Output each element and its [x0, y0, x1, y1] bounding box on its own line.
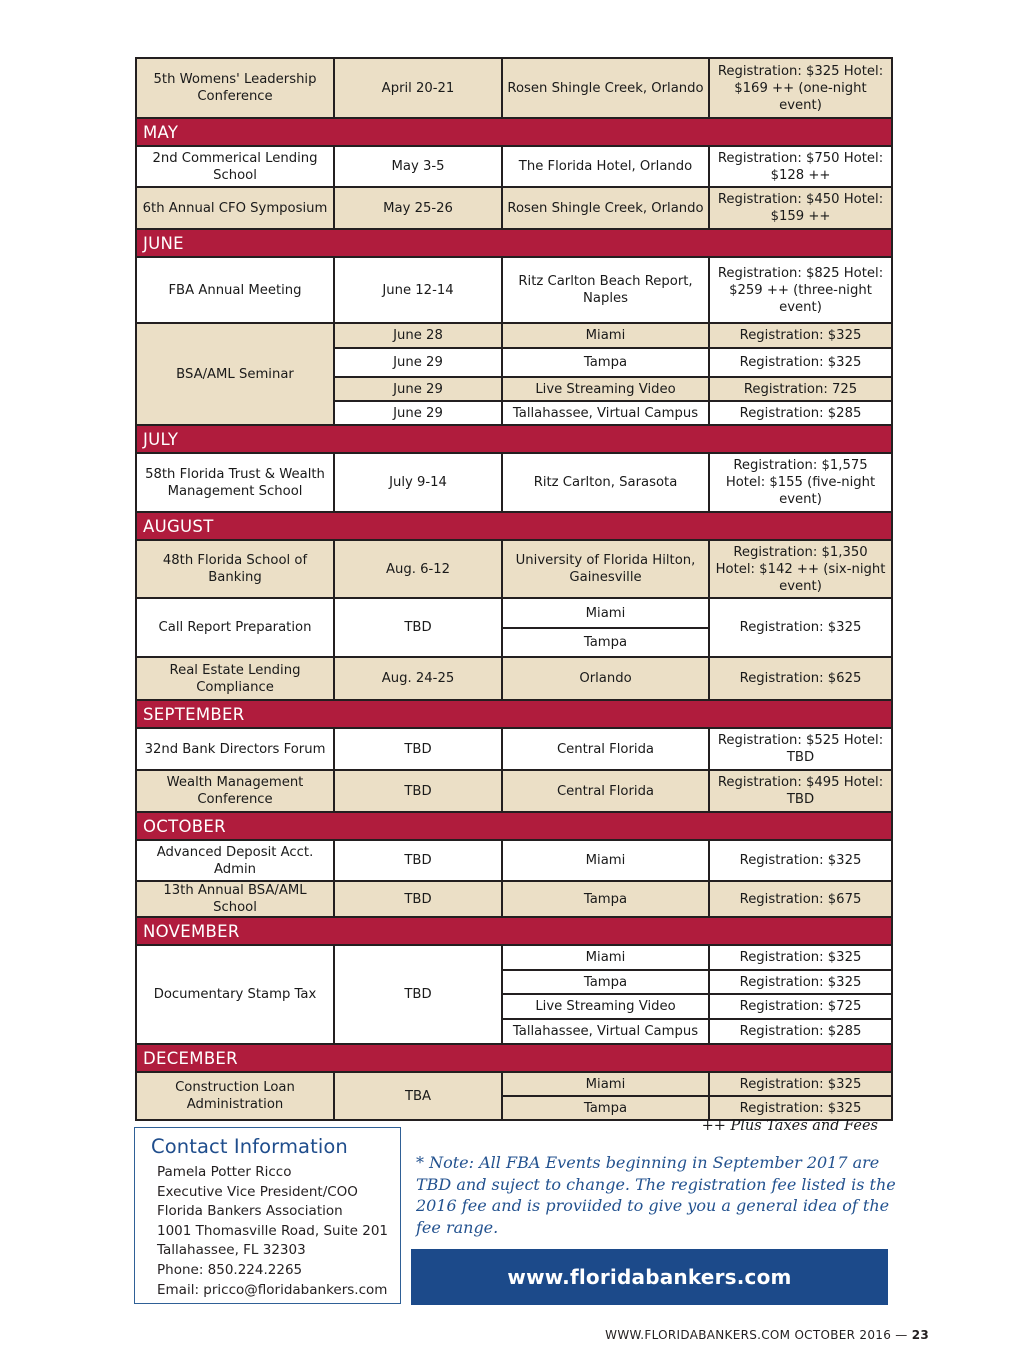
event-fees: Registration: $495 Hotel: TBD — [709, 770, 892, 812]
table-row — [136, 146, 892, 187]
table-row — [136, 770, 892, 812]
event-fees: Registration: $675 — [709, 881, 892, 917]
event-name: 32nd Bank Directors Forum — [136, 728, 334, 770]
event-location: Orlando — [502, 657, 709, 700]
event-dates: July 9-14 — [334, 453, 502, 512]
event-location: Live Streaming Video — [502, 377, 709, 401]
event-fees: Registration: $625 — [709, 657, 892, 700]
event-name: Call Report Preparation — [136, 598, 334, 657]
event-location: Ritz Carlton Beach Report, Naples — [502, 257, 709, 323]
event-fees: Registration: $325 — [709, 970, 892, 994]
event-location: Tallahassee, Virtual Campus — [502, 401, 709, 425]
contact-address: 1001 Thomasville Road, Suite 201 — [157, 1222, 388, 1239]
table-row — [136, 187, 892, 229]
event-location: Live Streaming Video — [502, 994, 709, 1019]
event-location: Ritz Carlton, Sarasota — [502, 453, 709, 512]
event-dates: Aug. 24-25 — [334, 657, 502, 700]
contact-organization: Florida Bankers Association — [157, 1203, 343, 1220]
event-name: Documentary Stamp Tax — [136, 945, 334, 1044]
event-fees: Registration: $450 Hotel: $159 ++ — [709, 187, 892, 229]
event-dates: TBD — [334, 598, 502, 657]
contact-name: Pamela Potter Ricco — [157, 1164, 292, 1180]
event-name: Real Estate Lending Compliance — [136, 657, 334, 700]
event-dates: Aug. 6-12 — [334, 540, 502, 598]
event-fees: Registration: 725 — [709, 377, 892, 401]
event-location: Miami — [502, 598, 709, 628]
event-fees: Registration: $1,575 Hotel: $155 (five-night event) — [709, 453, 892, 512]
event-fees: Registration: $325 — [709, 1096, 892, 1120]
contact-phone: Phone: 850.224.2265 — [157, 1261, 303, 1278]
event-name: Construction Loan Administration — [136, 1072, 334, 1120]
contact-title: Contact Information — [151, 1135, 348, 1158]
event-dates: June 28 — [334, 323, 502, 348]
event-dates: June 12-14 — [334, 257, 502, 323]
event-location: Central Florida — [502, 728, 709, 770]
event-dates: TBD — [334, 728, 502, 770]
page-footer — [605, 1328, 929, 1342]
event-fees: Registration: $1,350 Hotel: $142 ++ (six-night event) — [709, 540, 892, 598]
event-fees: Registration: $325 — [709, 323, 892, 348]
event-dates: June 29 — [334, 348, 502, 377]
taxes-fees-note: ++ Plus Taxes and Fees — [701, 1118, 878, 1134]
event-location: Tampa — [502, 881, 709, 917]
events-schedule-table — [135, 57, 893, 1121]
event-fees: Registration: $285 — [709, 1019, 892, 1044]
event-name: BSA/AML Seminar — [136, 323, 334, 425]
event-fees: Registration: $325 — [709, 945, 892, 970]
month-header: DECEMBER — [136, 1044, 892, 1072]
event-location: Miami — [502, 945, 709, 970]
month-header: SEPTEMBER — [136, 700, 892, 728]
event-location: Rosen Shingle Creek, Orlando — [502, 58, 709, 118]
event-name: Advanced Deposit Acct. Admin — [136, 840, 334, 881]
table-row — [136, 1072, 892, 1096]
event-fees: Registration: $325 — [709, 348, 892, 377]
table-row — [136, 540, 892, 598]
event-location: Rosen Shingle Creek, Orlando — [502, 187, 709, 229]
month-header: NOVEMBER — [136, 917, 892, 945]
table-row — [136, 323, 892, 348]
event-fees: Registration: $325 — [709, 1072, 892, 1096]
month-header: AUGUST — [136, 512, 892, 540]
event-name: 5th Womens' Leadership Conference — [136, 58, 334, 118]
website-link[interactable]: www.floridabankers.com — [507, 1265, 792, 1289]
event-name: FBA Annual Meeting — [136, 257, 334, 323]
table-row — [136, 58, 892, 118]
event-dates: May 3-5 — [334, 146, 502, 187]
footer-text: WWW.FLORIDABANKERS.COM OCTOBER 2016 — — [605, 1328, 912, 1342]
event-dates: TBD — [334, 770, 502, 812]
table-row — [136, 453, 892, 512]
event-location: University of Florida Hilton, Gainesville — [502, 540, 709, 598]
event-dates: June 29 — [334, 401, 502, 425]
event-dates: May 25-26 — [334, 187, 502, 229]
event-fees: Registration: $325 — [709, 840, 892, 881]
table-row — [136, 657, 892, 700]
event-location: The Florida Hotel, Orlando — [502, 146, 709, 187]
event-dates: April 20-21 — [334, 58, 502, 118]
month-header: MAY — [136, 118, 892, 146]
event-fees: Registration: $325 — [709, 598, 892, 657]
fee-change-note: * Note: All FBA Events beginning in September 2017 are TBD and suject to change. The registration fee listed is the 2016 fee and is proviided to give you a general idea of the fee range. — [416, 1153, 896, 1237]
event-location: Tampa — [502, 1096, 709, 1120]
event-location: Tampa — [502, 628, 709, 657]
event-location: Tampa — [502, 348, 709, 377]
event-name: 58th Florida Trust & Wealth Management School — [136, 453, 334, 512]
table-row — [136, 728, 892, 770]
event-dates: TBA — [334, 1072, 502, 1120]
event-dates: TBD — [334, 945, 502, 1044]
event-location: Miami — [502, 840, 709, 881]
event-location: Miami — [502, 1072, 709, 1096]
contact-box — [134, 1127, 401, 1304]
table-row — [136, 257, 892, 323]
event-fees: Registration: $825 Hotel: $259 ++ (three-night event) — [709, 257, 892, 323]
event-name: 48th Florida School of Banking — [136, 540, 334, 598]
page-number: 23 — [911, 1328, 929, 1342]
month-header: JULY — [136, 425, 892, 453]
event-fees: Registration: $750 Hotel: $128 ++ — [709, 146, 892, 187]
event-fees: Registration: $285 — [709, 401, 892, 425]
event-location: Central Florida — [502, 770, 709, 812]
event-fees: Registration: $525 Hotel: TBD — [709, 728, 892, 770]
table-row — [136, 598, 892, 628]
event-dates: TBD — [334, 881, 502, 917]
event-location: Miami — [502, 323, 709, 348]
table-row — [136, 881, 892, 917]
event-dates: TBD — [334, 840, 502, 881]
contact-city: Tallahassee, FL 32303 — [157, 1242, 306, 1259]
table-row — [136, 840, 892, 881]
event-location: Tampa — [502, 970, 709, 994]
event-fees: Registration: $325 Hotel: $169 ++ (one-night event) — [709, 58, 892, 118]
event-name: 13th Annual BSA/AML School — [136, 881, 334, 917]
contact-email[interactable]: Email: pricco@floridabankers.com — [157, 1281, 388, 1298]
event-name: 6th Annual CFO Symposium — [136, 187, 334, 229]
month-header: JUNE — [136, 229, 892, 257]
event-name: 2nd Commerical Lending School — [136, 146, 334, 187]
website-banner[interactable] — [411, 1249, 888, 1305]
event-dates: June 29 — [334, 377, 502, 401]
event-location: Tallahassee, Virtual Campus — [502, 1019, 709, 1044]
month-header: OCTOBER — [136, 812, 892, 840]
table-row — [136, 945, 892, 970]
contact-position: Executive Vice President/COO — [157, 1183, 358, 1200]
event-fees: Registration: $725 — [709, 994, 892, 1019]
event-name: Wealth Management Conference — [136, 770, 334, 812]
